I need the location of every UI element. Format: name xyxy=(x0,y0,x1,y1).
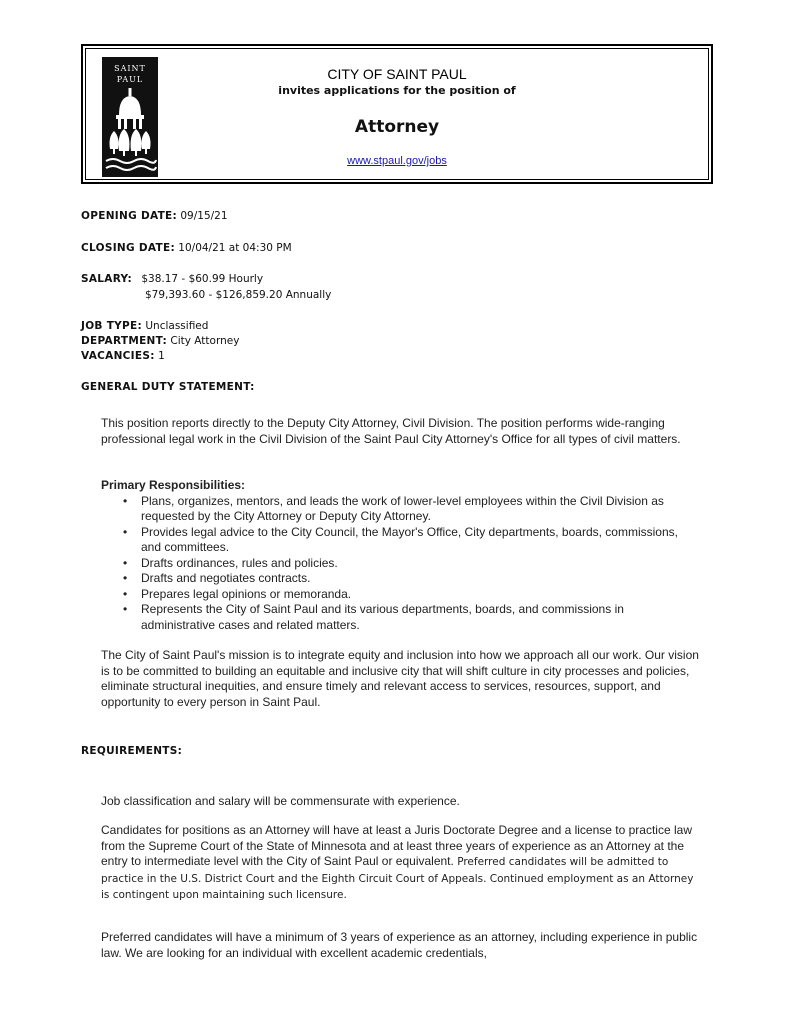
invites-line: invites applications for the position of xyxy=(278,84,516,97)
vacancies-label: VACANCIES: xyxy=(81,350,155,362)
salary-annual: $79,393.60 - $126,859.20 Annually xyxy=(145,289,332,301)
header-box xyxy=(81,44,713,184)
list-item: • Provides legal advice to the City Council, the Mayor's Office, City departments, boards, commissions, and committees. xyxy=(141,525,701,556)
department-value: City Attorney xyxy=(170,335,240,347)
list-item: • Prepares legal opinions or memoranda. xyxy=(141,587,701,603)
job-type-label: JOB TYPE: xyxy=(81,320,143,332)
closing-date-row xyxy=(81,242,292,254)
responsibilities-list xyxy=(101,494,701,634)
duty-intro: This position reports directly to the Deputy City Attorney, Civil Division. The position performs wide-ranging professional legal work in the Civil Division of the Saint Paul City Attorney's Office for all types of civil matters. xyxy=(101,416,681,446)
classification-text: Job classification and salary will be commensurate with experience. xyxy=(101,794,460,808)
city-name: CITY OF SAINT PAUL xyxy=(327,66,467,82)
salary-row xyxy=(81,273,263,285)
requirements-heading xyxy=(81,745,182,757)
general-duty-heading xyxy=(81,381,255,393)
opening-date-label: OPENING DATE: xyxy=(81,210,178,222)
list-item: • Drafts ordinances, rules and policies. xyxy=(141,556,701,572)
mission-statement: The City of Saint Paul's mission is to integrate equity and inclusion into how we approach all our work. Our vision is to be committed to building an equitable and inclusive city that will shift culture in city processes and policies, eliminate structural inequities, and ensure timely and relevant access to services, resources, support, and opportunity to every person in Saint Paul. xyxy=(101,648,699,709)
requirements-heading-text: REQUIREMENTS: xyxy=(81,745,183,757)
closing-date-label: CLOSING DATE: xyxy=(81,242,175,254)
opening-date-value: 09/15/21 xyxy=(180,210,228,222)
salary-label: SALARY: xyxy=(81,273,133,285)
closing-date-value: 10/04/21 at 04:30 PM xyxy=(178,242,292,254)
list-item: • Represents the City of Saint Paul and its various departments, boards, and commissions in administrative cases and related matters. xyxy=(141,602,701,633)
department-label: DEPARTMENT: xyxy=(81,335,168,347)
jobs-link[interactable]: www.stpaul.gov/jobs xyxy=(347,155,447,167)
department-row xyxy=(81,335,239,347)
responsibilities-heading: Primary Responsibilities: xyxy=(101,478,246,492)
job-type-value: Unclassified xyxy=(145,320,209,332)
general-duty-heading-text: GENERAL DUTY STATEMENT: xyxy=(81,381,255,393)
svg-text:SAINT: SAINT xyxy=(114,64,146,73)
header-inner-border xyxy=(85,48,709,180)
list-item: • Drafts and negotiates contracts. xyxy=(141,571,701,587)
candidates-text-part1: Candidates for positions as an Attorney will have at least a Juris Doctorate Degree and a license to practice law from the Supreme Court of the State of Minnesota and at least three years of experience as an Attorney at the entry to intermediate level with the City of Saint Paul or equivalent. xyxy=(101,823,692,868)
preferred-text: Preferred candidates will have a minimum of 3 years of experience as an attorney, including experience in public law. We are looking for an individual with excellent academic credentials, xyxy=(101,930,698,960)
responsibilities-block xyxy=(101,478,701,633)
salary-hourly: $38.17 - $60.99 Hourly xyxy=(141,273,264,285)
position-title: Attorney xyxy=(354,117,440,137)
opening-date-row xyxy=(81,210,228,222)
candidates-text-part2: Preferred candidates will be admitted to practice in the U.S. District Court and the Eighth Circuit Court of Appeals. Continued employment as an Attorney is contingent upon maintaining such licensure. xyxy=(101,856,694,901)
svg-text:PAUL: PAUL xyxy=(116,75,144,84)
job-type-row xyxy=(81,320,208,332)
candidates-text xyxy=(101,823,701,904)
vacancies-row xyxy=(81,350,165,362)
list-item: • Plans, organizes, mentors, and leads the work of lower-level employees within the Civil Division as requested by the City Attorney or Deputy City Attorney. xyxy=(141,494,701,525)
vacancies-value: 1 xyxy=(158,350,165,362)
